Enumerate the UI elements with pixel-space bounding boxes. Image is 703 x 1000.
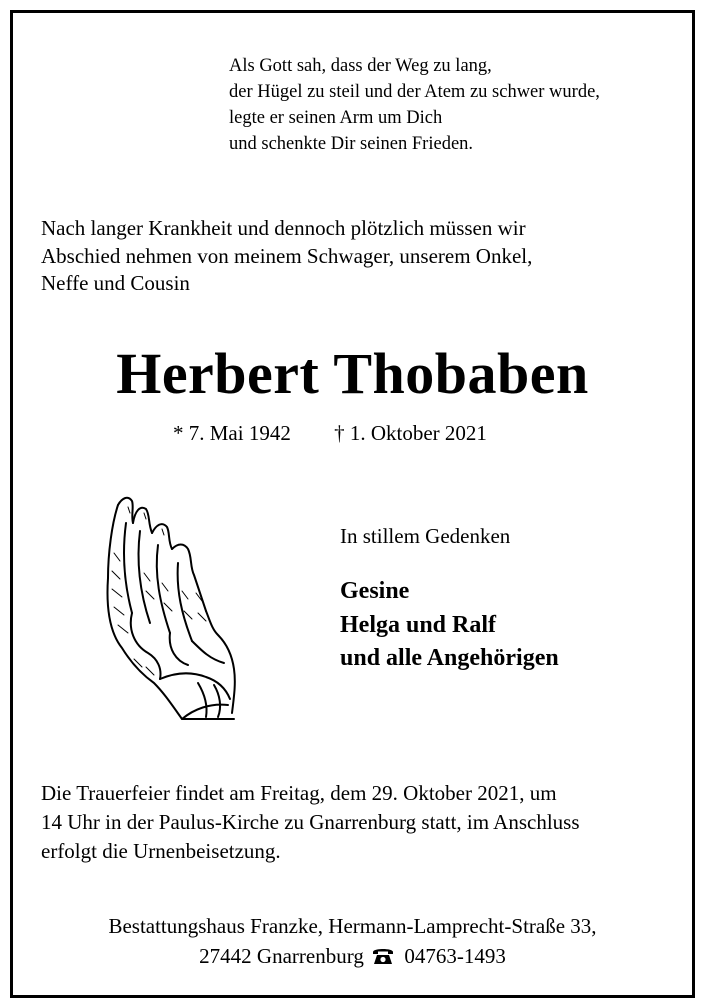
obituary-frame [10,10,695,998]
death-date: † 1. Oktober 2021 [334,421,487,445]
memory-phrase: In stillem Gedenken [340,524,511,548]
praying-hands-icon [98,483,238,728]
intro-line: Neffe und Cousin [41,271,190,295]
intro-text [41,215,532,298]
mourner: Helga und Ralf [340,611,497,638]
deceased-name: Herbert Thobaben [116,341,589,406]
undertaker-phone: 04763-1493 [404,944,506,968]
service-info [41,779,580,866]
service-line: erfolgt die Urnenbeisetzung. [41,839,281,863]
poem-line: und schenkte Dir seinen Frieden. [229,134,474,154]
intro-line: Nach langer Krankheit und dennoch plötzlich müssen wir [41,216,526,240]
undertaker-address: 27442 Gnarrenburg [199,944,364,968]
undertaker-line: Bestattungshaus Franzke, Hermann-Lamprecht-Straße 33, [108,914,597,938]
birth-date: * 7. Mai 1942 [173,421,291,445]
poem [229,53,600,157]
mourners-list [340,575,559,676]
telephone-icon [371,946,395,966]
mourner: Gesine [340,578,410,604]
poem-line: legte er seinen Arm um Dich [229,108,443,128]
poem-line: Als Gott sah, dass der Weg zu lang, [229,56,492,76]
undertaker-contact [13,941,692,971]
life-dates [173,419,487,447]
poem-line: der Hügel zu steil und der Atem zu schwer wurde, [229,82,600,102]
service-line: Die Trauerfeier findet am Freitag, dem 29. Oktober 2021, um [41,781,557,805]
undertaker-info [13,911,692,971]
mourner: und alle Angehörigen [340,645,559,671]
intro-line: Abschied nehmen von meinem Schwager, unserem Onkel, [41,243,533,268]
service-line: 14 Uhr in der Paulus-Kirche zu Gnarrenburg statt, im Anschluss [41,810,580,834]
